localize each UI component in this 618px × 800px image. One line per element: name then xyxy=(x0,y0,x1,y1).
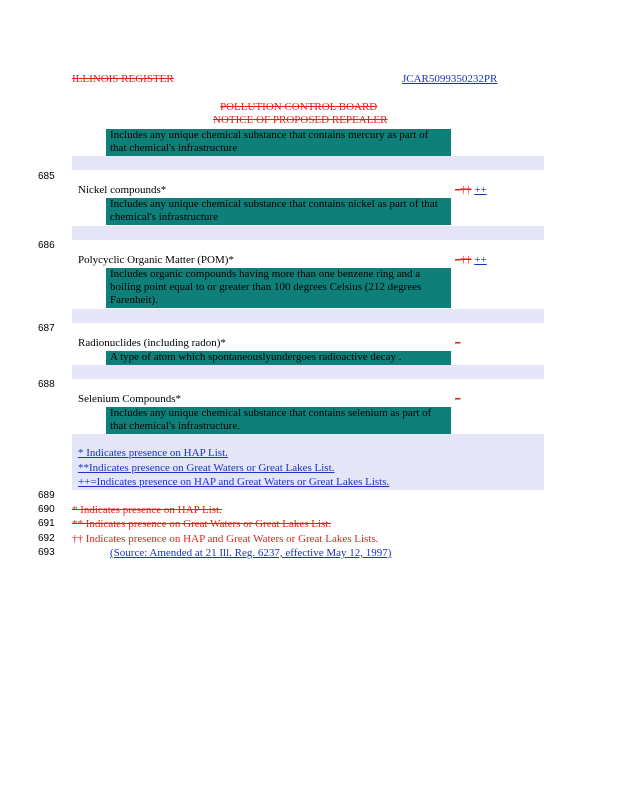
row-band xyxy=(72,309,544,323)
register-title: ILLINOIS REGISTER xyxy=(72,73,174,85)
line-number: 690 xyxy=(38,504,55,515)
line-number: 685 xyxy=(38,171,55,182)
entry-mark-pom: –†† ++ xyxy=(455,254,487,266)
entry-mark-selenium: – xyxy=(455,393,461,405)
line-number: 692 xyxy=(38,533,55,544)
mark-deleted: †† xyxy=(460,184,472,196)
entry-mark-nickel: –†† ++ xyxy=(455,184,487,196)
agency-title: POLLUTION CONTROL BOARD xyxy=(220,101,378,113)
entry-name-selenium: Selenium Compounds* xyxy=(78,393,181,405)
line-number: 689 xyxy=(38,490,55,501)
legend-inserted-great-waters: **Indicates presence on Great Waters or Great Lakes List. xyxy=(78,462,335,474)
line-number: 687 xyxy=(38,323,55,334)
line-number: 691 xyxy=(38,518,55,529)
source-note: (Source: Amended at 21 Ill. Reg. 6237, effective May 12, 1997) xyxy=(110,547,392,559)
legend-deleted-great-waters: ** Indicates presence on Great Waters or Great Lakes List. xyxy=(72,518,332,530)
entry-name-nickel: Nickel compounds* xyxy=(78,184,167,196)
legend-deleted-hap: * Indicates presence on HAP List. xyxy=(72,504,222,516)
entry-description-selenium: Includes any unique chemical substance that contains selenium as part of that chemical's infrastructure. xyxy=(106,407,451,434)
entry-mark-radionuclides: – xyxy=(455,337,461,349)
row-band xyxy=(72,226,544,240)
legend-both-lists: †† Indicates presence on HAP and Great Waters or Great Lakes Lists. xyxy=(72,533,379,545)
entry-description-radionuclides: A type of atom which spontaneouslyundergoes radioactive decay . xyxy=(106,351,451,365)
mark-inserted: ++ xyxy=(474,184,487,196)
entry-name-pom: Polycyclic Organic Matter (POM)* xyxy=(78,254,234,266)
notice-title: NOTICE OF PROPOSED REPEALER xyxy=(213,114,388,126)
line-number: 693 xyxy=(38,547,55,558)
entry-description-nickel: Includes any unique chemical substance that contains nickel as part of that chemical's infrastructure xyxy=(106,198,451,225)
legend-inserted-both: ++=Indicates presence on HAP and Great Waters or Great Lakes Lists. xyxy=(78,476,390,488)
row-band xyxy=(72,156,544,170)
document-id-link[interactable]: JCAR5099350232PR xyxy=(402,73,498,85)
mark-inserted: ++ xyxy=(474,254,487,266)
line-number: 686 xyxy=(38,240,55,251)
line-number: 688 xyxy=(38,379,55,390)
entry-name-radionuclides: Radionuclides (including radon)* xyxy=(78,337,226,349)
entry-description-pom: Includes organic compounds having more than one benzene ring and a boiling point equal to or greater than 100 degrees Celsius (212 degrees Farenheit). xyxy=(106,268,451,308)
row-band xyxy=(72,365,544,379)
entry-description-mercury: Includes any unique chemical substance that contains mercury as part of that chemical's infrastructure xyxy=(106,129,451,156)
legend-inserted-hap: * Indicates presence on HAP List. xyxy=(78,447,228,459)
mark-deleted: †† xyxy=(460,254,472,266)
